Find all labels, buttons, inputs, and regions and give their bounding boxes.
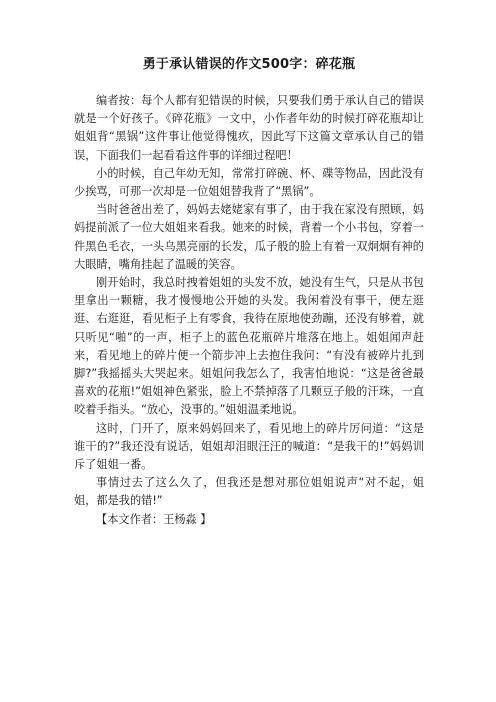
article-title: 勇于承认错误的作文500字：碎花瓶	[142, 57, 356, 72]
paragraph: 小的时候，自己年幼无知，常常打碎碗、杯、碟等物品，因此没有少挨骂，可那一次却是一位姐姐替我背了“黑锅”。	[74, 166, 424, 199]
article-author: 【本文作者：王杨淼 】	[96, 512, 212, 526]
paragraph: 刚开始时，我总时拽着姐姐的头发不放，她没有生气，只是从书包里拿出一颗糖，我才慢慢地公开她的头发。我闲着没有事干，便左逛逛、右逛逛，看见柜子上有零食，我待在原地使劲蹦，还没有够着，就只听见“啪”的一声，柜子上的蓝色花瓶碎片堆落在地上。姐姐闻声赶来，看见地上的碎片便一个箭步冲上去抱住我问：“有没有被碎片扎到脚?”我摇摇头大哭起来。姐姐问我怎么了，我害怕地说：“这是爸爸最喜欢的花瓶!”姐姐神色紧张，脸上不禁掉落了几颗豆子般的汗珠，一直咬着手指头。“放心，没事的。”姐姐温柔地说。	[74, 276, 424, 417]
paragraph-editor-note: 编者按：每个人都有犯错误的时候，只要我们勇于承认自己的错误就是一个好孩子。《碎花瓶》一文中，小作者年幼的时候打碎花瓶却让姐姐背“黑锅”这件事让他觉得愧疚，因此写下这篇文章承认自己的错误，下面我们一起看看这件事的详细过程吧！	[74, 94, 424, 162]
paragraph: 事情过去了这么久了，但我还是想对那位姐姐说声“对不起，姐姐，都是我的错!”	[74, 476, 424, 508]
article	[74, 56, 424, 529]
paragraph: 这时，门开了，原来妈妈回来了，看见地上的碎片厉问道：“这是谁干的?”我还没有说话，姐姐却泪眼汪汪的喊道：“是我干的!”妈妈训斥了姐姐一番。	[74, 421, 424, 472]
paragraph: 当时爸爸出差了，妈妈去姥姥家有事了，由于我在家没有照顾，妈妈提前派了一位大姐姐来看我。她来的时候，背着一个小书包，穿着一件黑色毛衣，一头乌黑亮丽的长发，瓜子般的脸上有着一双炯炯有神的大眼睛，嘴角挂起了温暖的笑容。	[74, 203, 424, 271]
